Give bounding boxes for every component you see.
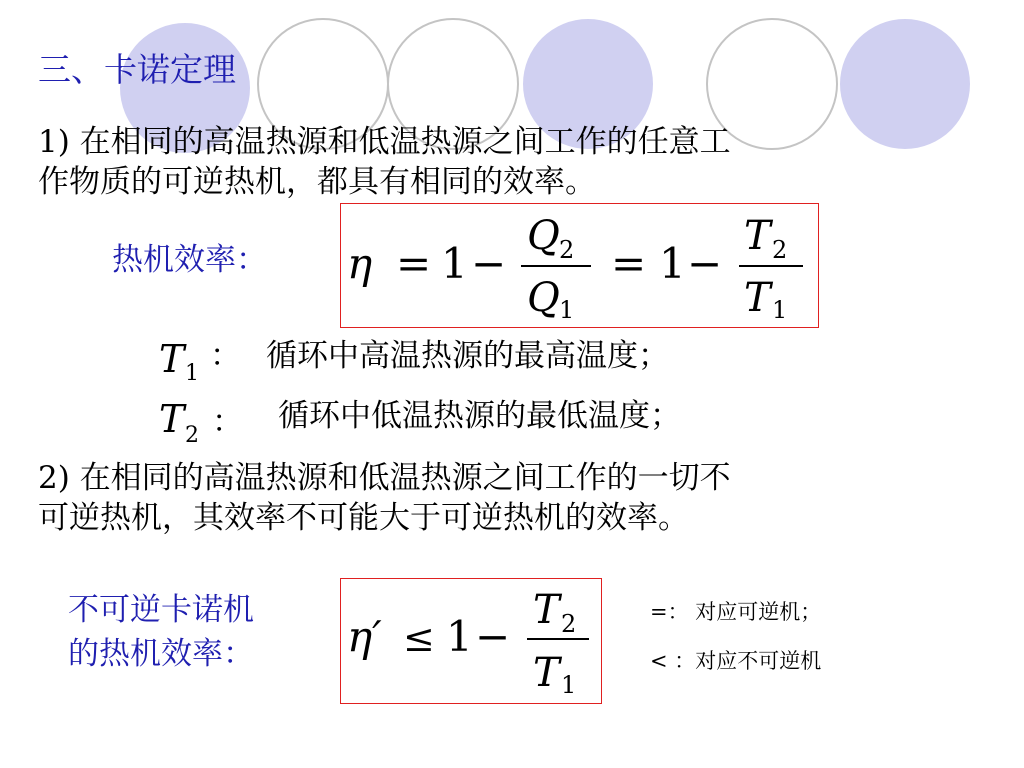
irreversible-label-line-2: 的热机效率： [68, 636, 254, 672]
t2-symbol: T [744, 213, 771, 259]
t1-subscript: 1 [772, 296, 788, 324]
q2-subscript: 2 [559, 236, 575, 264]
t1-symbol: T [533, 650, 560, 696]
formula-1-svg [341, 204, 818, 327]
t2-subscript: 2 [185, 423, 199, 446]
theorem-1-line-2: 作物质的可逆热机，都具有相同的效率。 [38, 164, 596, 200]
formula-2-svg [341, 579, 601, 703]
irreversible-label-line-1: 不可逆卡诺机 [68, 592, 254, 628]
theorem-2-line-2: 可逆热机，其效率不可能大于可逆热机的效率。 [38, 500, 689, 536]
one: 1 [441, 239, 468, 288]
note-equal-reversible: =： 对应可逆机； [650, 600, 822, 624]
note-less-irreversible: < ：对应不可逆机 [650, 649, 822, 673]
eta-symbol: η [347, 239, 373, 288]
t1-symbol: T [744, 275, 771, 321]
irreversible-efficiency-label [68, 588, 254, 676]
t2-subscript: 2 [561, 610, 577, 638]
one: 1 [446, 612, 473, 661]
t1-subscript: 1 [561, 671, 577, 699]
t2-symbol: T [159, 397, 185, 441]
theorem-1-line-1: 1) 在相同的高温热源和低温热源之间工作的任意工 [38, 124, 731, 160]
t2-symbol: T [533, 587, 560, 633]
t1-definition: 循环中高温热源的最高温度； [266, 338, 669, 374]
eta-prime-symbol: η′ [347, 612, 382, 661]
t1-symbol: T [159, 337, 185, 381]
carnot-efficiency-formula [340, 203, 819, 328]
q1-subscript: 1 [559, 296, 575, 324]
t1-colon: ： [210, 338, 241, 374]
t1-def-symbol [155, 334, 215, 384]
section-heading: 三、卡诺定理 [38, 50, 236, 89]
equals-sign: = [396, 239, 432, 288]
efficiency-label: 热机效率： [112, 242, 267, 278]
t2-def-symbol [155, 394, 215, 446]
less-equal-sign: ≤ [403, 616, 435, 660]
irreversible-efficiency-formula [340, 578, 602, 704]
t1-subscript: 1 [185, 361, 199, 384]
q1-symbol: Q [527, 275, 560, 321]
minus-sign: − [475, 612, 511, 661]
q2-symbol: Q [527, 213, 560, 259]
equals-sign: = [611, 239, 647, 288]
theorem-2-line-1: 2) 在相同的高温热源和低温热源之间工作的一切不 [38, 460, 731, 496]
t2-colon: ： [212, 404, 243, 440]
t2-definition: 循环中低温热源的最低温度； [278, 398, 681, 434]
theorem-2 [38, 458, 731, 538]
theorem-1 [38, 122, 731, 202]
minus-sign: − [471, 239, 507, 288]
one: 1 [659, 239, 686, 288]
t2-subscript: 2 [772, 236, 788, 264]
deco-circle [840, 19, 970, 149]
minus-sign: − [687, 239, 723, 288]
